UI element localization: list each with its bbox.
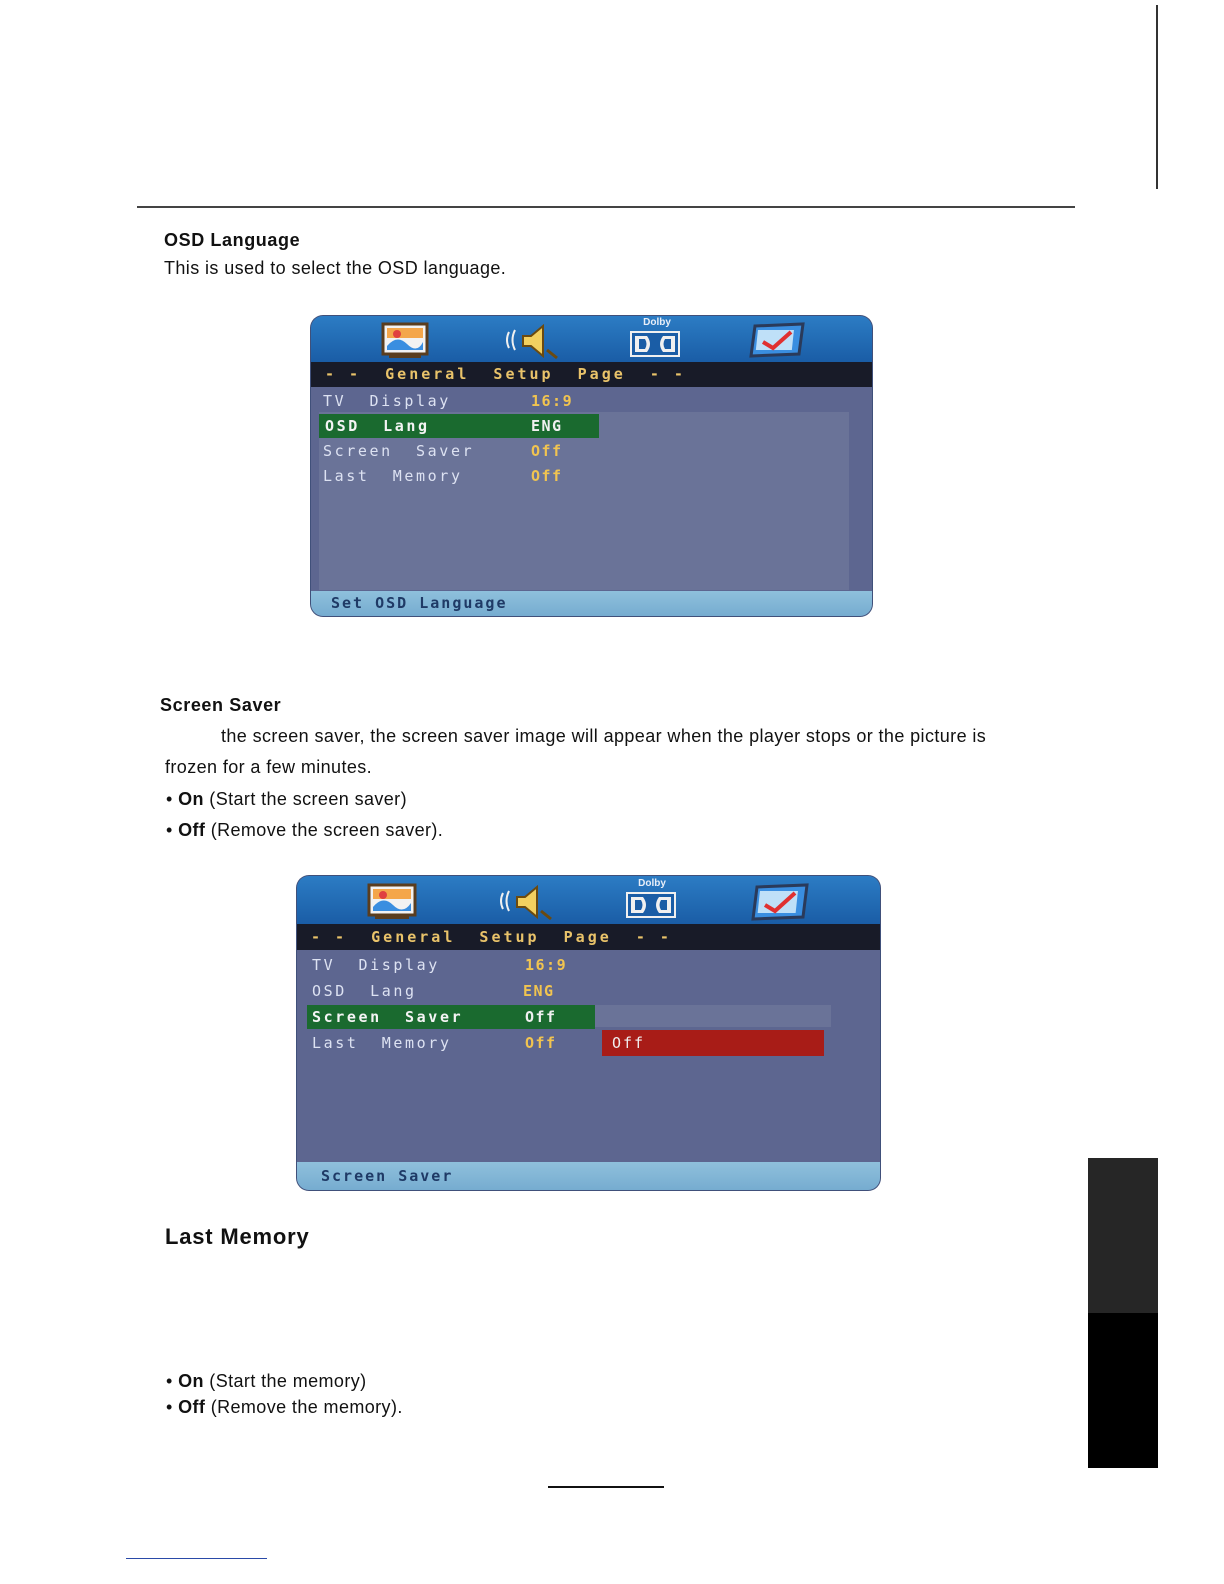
side-tab-black <box>1088 1313 1158 1468</box>
menu-value-last-memory: Off <box>525 1034 557 1052</box>
menu-value-osd-lang: ENG <box>523 982 555 1000</box>
preferences-icon <box>749 881 813 923</box>
osd-language-description: This is used to select the OSD language. <box>164 258 507 278</box>
menu-value-tv-display: 16:9 <box>531 392 574 410</box>
osd-menu-screenshot-1 <box>311 316 872 616</box>
bullet-option-on: On <box>178 789 204 809</box>
osd-menu-screenshot-2 <box>297 876 880 1190</box>
bullet-text-off: (Remove the screen saver). <box>205 820 444 840</box>
menu-item-tv-display[interactable]: TV Display <box>323 392 451 410</box>
menu-value-osd-lang: ENG <box>531 417 563 435</box>
page-edge-line <box>1156 5 1158 189</box>
menu-title: - - General Setup Page - - <box>311 362 872 387</box>
menu-item-last-memory[interactable]: Last Memory <box>323 467 463 485</box>
screen-saver-bullet-off <box>166 820 443 841</box>
menu-status-bar: Screen Saver <box>297 1162 880 1190</box>
bullet-option-on: On <box>178 1371 204 1391</box>
menu-icon-bar <box>297 876 880 924</box>
last-memory-bullet-off <box>166 1397 403 1418</box>
menu-value-screen-saver: Off <box>531 442 563 460</box>
bullet-dot: • <box>166 820 173 840</box>
footer-rule <box>548 1486 664 1488</box>
last-memory-heading: Last Memory <box>165 1224 310 1249</box>
menu-item-osd-lang[interactable]: OSD Lang <box>312 982 417 1000</box>
screen-saver-option-off[interactable]: Off <box>602 1030 824 1056</box>
menu-item-screen-saver[interactable]: Screen Saver <box>312 1008 464 1026</box>
dolby-icon <box>629 330 681 358</box>
menu-item-tv-display[interactable]: TV Display <box>312 956 440 974</box>
dolby-label: Dolby <box>643 317 671 328</box>
bullet-dot: • <box>166 789 173 809</box>
screen-saver-heading: Screen Saver <box>160 695 282 715</box>
bullet-dot: • <box>166 1397 173 1417</box>
audio-speaker-icon <box>495 881 555 923</box>
bullet-text-on: (Start the screen saver) <box>203 789 407 809</box>
last-memory-bullet-on <box>166 1371 367 1392</box>
osd-language-heading: OSD Language <box>164 230 301 250</box>
menu-item-osd-lang[interactable]: OSD Lang <box>325 417 430 435</box>
dolby-icon <box>625 891 677 919</box>
menu-value-panel <box>319 412 849 590</box>
screen-saver-description-line-1: the screen saver, the screen saver image will appear when the player stops or the picture is <box>221 726 987 746</box>
bullet-text-off: (Remove the memory). <box>205 1397 403 1417</box>
bullet-dot: • <box>166 1371 173 1391</box>
audio-speaker-icon <box>501 320 561 360</box>
menu-status-bar: Set OSD Language <box>311 591 872 616</box>
menu-value-tv-display: 16:9 <box>525 956 568 974</box>
header-rule <box>137 206 1075 208</box>
menu-icon-bar <box>311 316 872 362</box>
menu-value-last-memory: Off <box>531 467 563 485</box>
preferences-icon <box>747 320 809 360</box>
footer-link-line <box>126 1558 267 1559</box>
bullet-option-off: Off <box>178 1397 206 1417</box>
bullet-option-off: Off <box>178 820 206 840</box>
screen-saver-description-line-2: frozen for a few minutes. <box>165 757 373 777</box>
side-tab-dark <box>1088 1158 1158 1313</box>
menu-item-screen-saver[interactable]: Screen Saver <box>323 442 475 460</box>
menu-value-screen-saver: Off <box>525 1008 557 1026</box>
screen-saver-bullet-on <box>166 789 407 810</box>
bullet-text-on: (Start the memory) <box>203 1371 367 1391</box>
menu-title: - - General Setup Page - - <box>297 924 880 950</box>
general-setup-icon <box>379 320 435 360</box>
dolby-label: Dolby <box>638 878 666 889</box>
general-setup-icon <box>365 881 425 923</box>
menu-item-last-memory[interactable]: Last Memory <box>312 1034 452 1052</box>
